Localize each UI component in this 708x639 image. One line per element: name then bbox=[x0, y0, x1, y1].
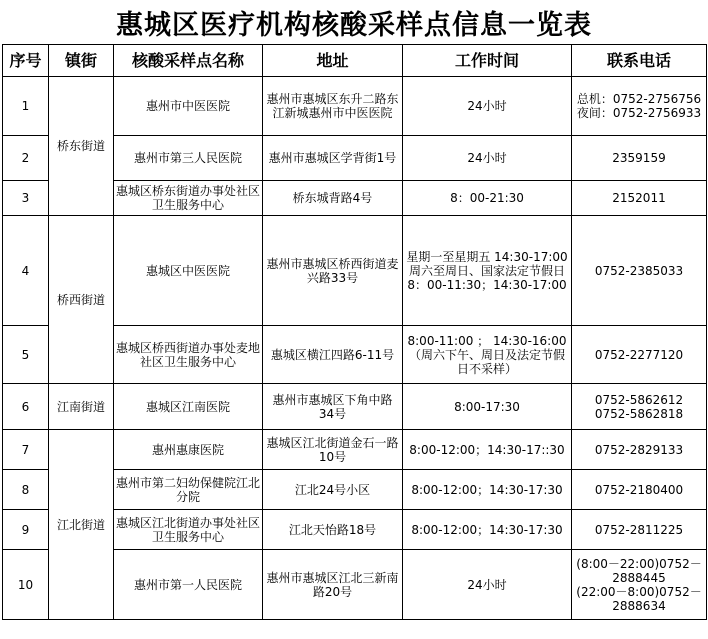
cell-no: 7 bbox=[3, 430, 49, 470]
phone-line: (22:00－8:00)0752－2888634 bbox=[576, 584, 702, 613]
cell-no: 8 bbox=[3, 470, 49, 510]
cell-name: 惠城区江北街道办事处社区卫生服务中心 bbox=[114, 510, 263, 550]
header-address: 地址 bbox=[263, 45, 403, 77]
cell-hours: 24小时 bbox=[403, 550, 572, 620]
cell-hours: 8:00-11:00 ； 14:30-16:00（周六下午、周日及法定节假日不采样） bbox=[403, 326, 572, 384]
sampling-sites-table bbox=[2, 44, 707, 620]
phone-line: 0752-2180400 bbox=[594, 482, 684, 497]
cell-name: 惠城区江南医院 bbox=[114, 384, 263, 430]
cell-street: 桥东街道 bbox=[49, 77, 114, 216]
cell-address: 惠城区江北街道金石一路10号 bbox=[263, 430, 403, 470]
header-no: 序号 bbox=[3, 45, 49, 77]
phone-line: 夜间：0752-2756933 bbox=[576, 106, 702, 120]
cell-hours: 8:00-12:00；14:30-17:30 bbox=[403, 510, 572, 550]
cell-name: 惠州市第二妇幼保健院江北分院 bbox=[114, 470, 263, 510]
header-name: 核酸采样点名称 bbox=[114, 45, 263, 77]
cell-street: 桥西街道 bbox=[49, 216, 114, 384]
cell-phone bbox=[572, 136, 707, 181]
cell-no: 6 bbox=[3, 384, 49, 430]
phone-line: (8:00－22:00)0752－2888445 bbox=[576, 556, 702, 585]
cell-no: 10 bbox=[3, 550, 49, 620]
cell-phone bbox=[572, 181, 707, 216]
phone-line: 0752-2829133 bbox=[594, 442, 684, 457]
phone-line: 2152011 bbox=[612, 191, 666, 205]
cell-address: 江北24号小区 bbox=[263, 470, 403, 510]
cell-address: 惠州市惠城区下角中路34号 bbox=[263, 384, 403, 430]
phone-line: 总机：0752-2756756 bbox=[576, 92, 702, 106]
table-row bbox=[3, 384, 707, 430]
phone-line: 0752-2385033 bbox=[594, 263, 684, 278]
cell-name: 惠州市第一人民医院 bbox=[114, 550, 263, 620]
cell-hours: 8：00-21:30 bbox=[403, 181, 572, 216]
cell-phone bbox=[572, 384, 707, 430]
cell-phone bbox=[572, 470, 707, 510]
table-header-row bbox=[3, 45, 707, 77]
cell-address: 桥东城背路4号 bbox=[263, 181, 403, 216]
page-title: 惠城区医疗机构核酸采样点信息一览表 bbox=[116, 9, 592, 41]
header-hours: 工作时间 bbox=[403, 45, 572, 77]
cell-address: 惠州市惠城区东升二路东江新城惠州市中医医院 bbox=[263, 77, 403, 136]
header-street: 镇街 bbox=[49, 45, 114, 77]
cell-phone bbox=[572, 216, 707, 326]
phone-line: 0752-2811225 bbox=[594, 522, 684, 537]
cell-name: 惠州惠康医院 bbox=[114, 430, 263, 470]
cell-address: 江北天怡路18号 bbox=[263, 510, 403, 550]
table-row bbox=[3, 77, 707, 136]
cell-phone bbox=[572, 510, 707, 550]
cell-no: 1 bbox=[3, 77, 49, 136]
cell-name: 惠州市中医医院 bbox=[114, 77, 263, 136]
cell-phone bbox=[572, 550, 707, 620]
cell-address: 惠州市惠城区桥西街道麦兴路33号 bbox=[263, 216, 403, 326]
cell-no: 9 bbox=[3, 510, 49, 550]
cell-hours: 24小时 bbox=[403, 136, 572, 181]
cell-name: 惠城区桥西街道办事处麦地社区卫生服务中心 bbox=[114, 326, 263, 384]
table-row bbox=[3, 430, 707, 470]
cell-no: 2 bbox=[3, 136, 49, 181]
cell-name: 惠城区桥东街道办事处社区卫生服务中心 bbox=[114, 181, 263, 216]
cell-address: 惠州市惠城区学背街1号 bbox=[263, 136, 403, 181]
cell-no: 4 bbox=[3, 216, 49, 326]
cell-phone bbox=[572, 430, 707, 470]
cell-hours: 星期一至星期五 14:30-17:00 周六至周日、国家法定节假日 8：00-11:30；14:30-17:00 bbox=[403, 216, 572, 326]
cell-no: 5 bbox=[3, 326, 49, 384]
cell-name: 惠州市第三人民医院 bbox=[114, 136, 263, 181]
cell-street: 江南街道 bbox=[49, 384, 114, 430]
cell-phone bbox=[572, 77, 707, 136]
phone-line: 0752-2277120 bbox=[594, 347, 684, 362]
phone-line: 0752-5862818 bbox=[594, 406, 684, 421]
header-phone: 联系电话 bbox=[572, 45, 707, 77]
cell-hours: 8:00-12:00；14:30-17::30 bbox=[403, 430, 572, 470]
cell-phone bbox=[572, 326, 707, 384]
cell-no: 3 bbox=[3, 181, 49, 216]
phone-line: 0752-5862612 bbox=[594, 392, 684, 407]
table-row bbox=[3, 216, 707, 326]
cell-name: 惠城区中医医院 bbox=[114, 216, 263, 326]
cell-street: 江北街道 bbox=[49, 430, 114, 620]
cell-address: 惠城区横江四路6-11号 bbox=[263, 326, 403, 384]
cell-hours: 24小时 bbox=[403, 77, 572, 136]
phone-line: 2359159 bbox=[612, 151, 666, 165]
cell-hours: 8:00-17:30 bbox=[403, 384, 572, 430]
cell-hours: 8:00-12:00；14:30-17:30 bbox=[403, 470, 572, 510]
cell-address: 惠州市惠城区江北三新南路20号 bbox=[263, 550, 403, 620]
